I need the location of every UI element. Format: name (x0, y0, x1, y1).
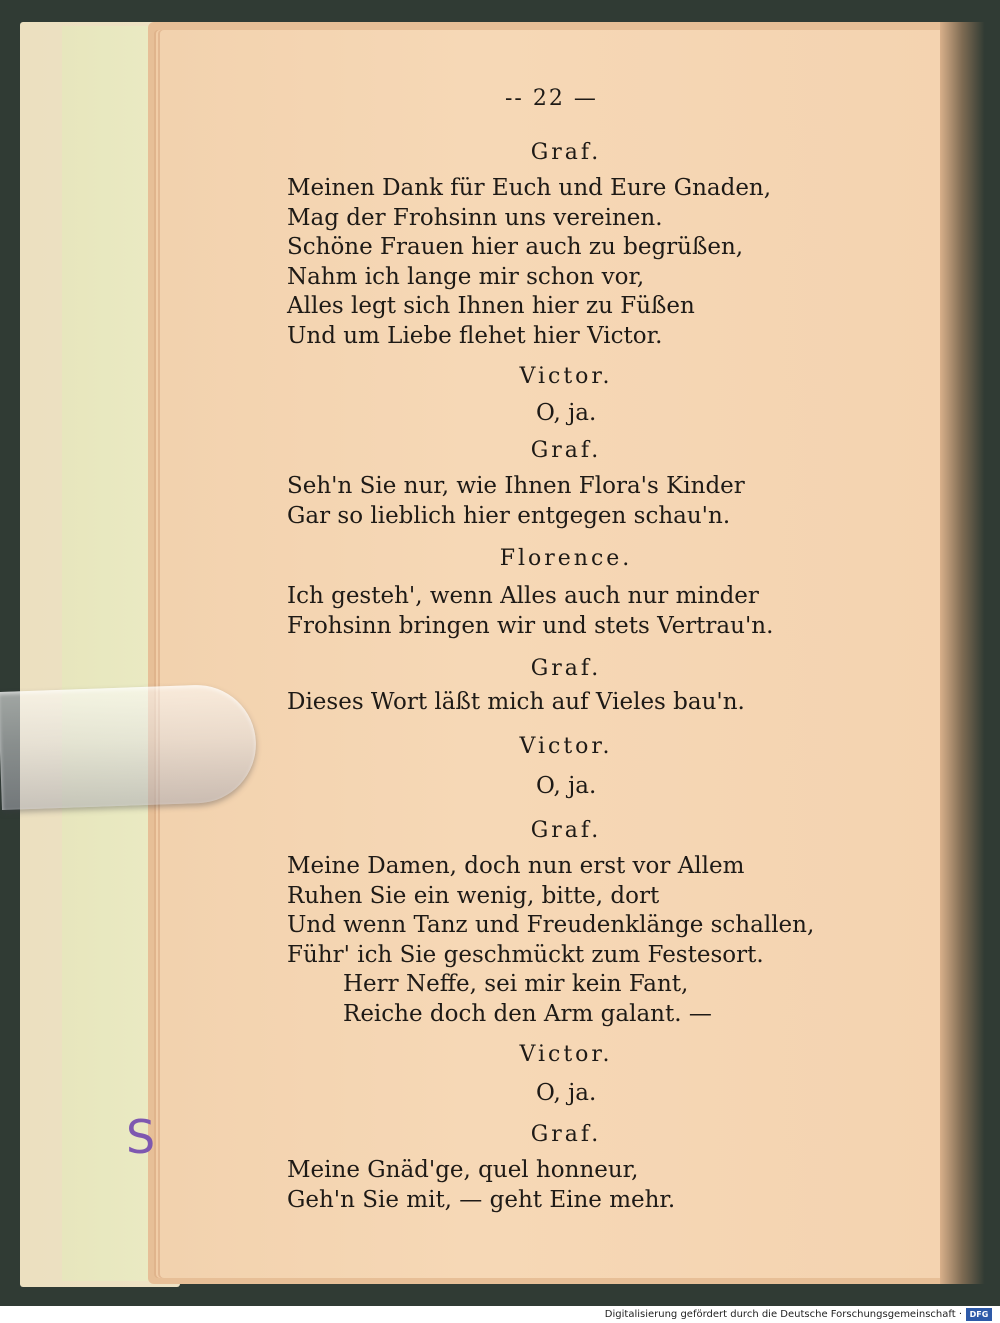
verse-line: Ruhen Sie ein wenig, bitte, dort (287, 882, 660, 909)
verse-line: O, ja. (536, 1080, 597, 1106)
verse-line: Führ' ich Sie geschmückt zum Festesort. (287, 941, 764, 968)
library-stamp: S (126, 1110, 156, 1164)
speaker-victor: Victor. (519, 1042, 613, 1067)
verse-lines (287, 582, 773, 641)
speaker-victor: Victor. (519, 734, 613, 759)
verse-line: Und wenn Tanz und Freudenklänge schallen, (287, 912, 815, 938)
speaker-florence: Florence. (499, 546, 633, 571)
verse-line: Geh'n Sie mit, — geht Eine mehr. (287, 1186, 676, 1213)
left-page-strip (62, 26, 158, 1281)
verse-line: Herr Neffe, sei mir kein Fant, (343, 971, 689, 997)
footer-credit: Digitalisierung gefördert durch die Deutsche Forschungsgemeinschaft · (604, 1309, 962, 1320)
verse-line: Meinen Dank für Euch und Eure Gnaden, (287, 175, 772, 201)
verse-line: Reiche doch den Arm galant. — (343, 1000, 712, 1027)
verse-line: O, ja. (536, 773, 597, 799)
verse-lines (287, 174, 771, 351)
page-number: -- 22 — (505, 86, 598, 111)
verse-lines (287, 1156, 675, 1215)
speaker-graf: Graf. (530, 438, 602, 463)
verse-line: Schöne Frauen hier auch zu begrüßen, (287, 234, 744, 260)
verse-line: Nahm ich lange mir schon vor, (287, 263, 645, 290)
verse-line: Ich gesteh', wenn Alles auch nur minder (287, 583, 759, 609)
verse-lines (287, 852, 814, 1029)
binding-shadow (940, 22, 985, 1284)
verse-line: Meine Gnäd'ge, quel honneur, (287, 1157, 639, 1183)
dfg-logo: DFG (966, 1308, 992, 1321)
verse-line: O, ja. (536, 400, 597, 426)
speaker-graf: Graf. (530, 818, 602, 843)
speaker-graf: Graf. (530, 140, 602, 165)
speaker-graf: Graf. (530, 656, 602, 681)
verse-line: Seh'n Sie nur, wie Ihnen Flora's Kinder (287, 473, 745, 499)
verse-lines (287, 472, 745, 531)
speaker-victor: Victor. (519, 364, 613, 389)
verse-line: Meine Damen, doch nun erst vor Allem (287, 853, 745, 879)
verse-line: Dieses Wort läßt mich auf Vieles bau'n. (287, 689, 745, 715)
verse-line: Mag der Frohsinn uns vereinen. (287, 204, 663, 231)
verse-line: Gar so lieblich hier entgegen schau'n. (287, 502, 731, 529)
verse-line: Und um Liebe flehet hier Victor. (287, 322, 663, 349)
glass-bookmark (0, 683, 258, 810)
verse-line: Frohsinn bringen wir und stets Vertrau'n. (287, 612, 774, 639)
speaker-graf: Graf. (530, 1122, 602, 1147)
verse-line: Alles legt sich Ihnen hier zu Füßen (287, 293, 695, 319)
